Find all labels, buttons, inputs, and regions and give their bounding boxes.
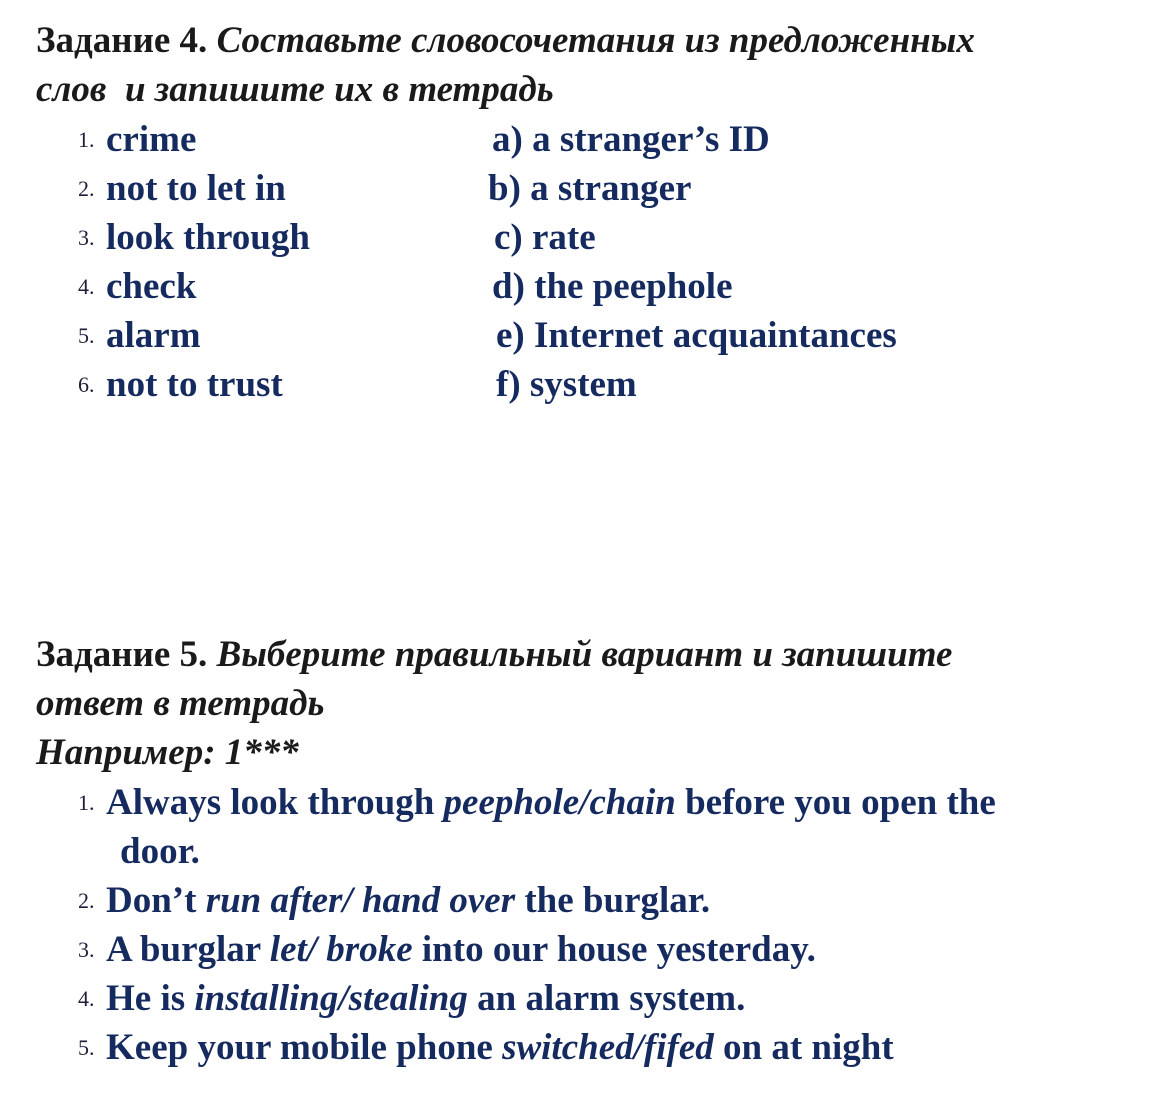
left-word: check [106, 266, 197, 307]
task4-instruction-line1: Составьте словосочетания из предложенных [216, 20, 975, 61]
sentence-text: Always look through [106, 782, 444, 823]
match-row [0, 360, 1168, 409]
item-number: 2. [78, 888, 95, 913]
item-number: 3. [78, 937, 95, 962]
sentence-options: installing/stealing [194, 978, 468, 1019]
item-number: 2. [78, 176, 95, 201]
match-row [0, 164, 1168, 213]
sentence-options: peephole/chain [443, 782, 676, 823]
sentence-options: run after/ hand over [205, 880, 516, 921]
left-word: look through [106, 217, 310, 258]
item-number: 3. [78, 225, 95, 250]
left-word: crime [106, 119, 197, 160]
sentence-text: Don’t [106, 880, 206, 921]
item-number: 1. [78, 127, 95, 152]
sentence-text: on at night [713, 1027, 894, 1068]
task4-instruction-line2: слов и запишите их в тетрадь [36, 69, 554, 110]
right-word: b) a stranger [488, 168, 692, 209]
item-number: 4. [78, 986, 95, 1011]
match-row [0, 262, 1168, 311]
task5-instruction-line1: Выберите правильный вариант и запишите [216, 634, 953, 675]
item-number: 6. [78, 372, 95, 397]
task4-label: Задание 4. [36, 20, 208, 61]
right-word: d) the peephole [492, 266, 733, 307]
task5-example: Например: 1*** [36, 732, 299, 773]
right-word: e) Internet acquaintances [496, 315, 897, 356]
task5-heading [36, 630, 1146, 728]
sentence-text: the burglar. [515, 880, 711, 921]
right-word: a) a stranger’s ID [492, 119, 770, 160]
sentence [106, 876, 1146, 925]
sentence [106, 1023, 1146, 1072]
right-word: c) rate [494, 217, 596, 258]
left-word: not to trust [106, 364, 283, 405]
sentence-options: let/ broke [269, 929, 413, 970]
item-number: 4. [78, 274, 95, 299]
task4-heading [36, 16, 1146, 114]
left-word: alarm [106, 315, 201, 356]
item-number: 1. [78, 790, 95, 815]
task5-instruction-line2: ответ в тетрадь [36, 683, 325, 724]
item-number: 5. [78, 1035, 95, 1060]
match-row [0, 115, 1168, 164]
sentence-text: an alarm system. [467, 978, 746, 1019]
sentence [106, 778, 1146, 876]
item-number: 5. [78, 323, 95, 348]
sentence [106, 925, 1146, 974]
sentence [106, 974, 1146, 1023]
sentence-options: switched/fifed [502, 1027, 714, 1068]
sentence-text: before you open the [675, 782, 996, 823]
match-row [0, 311, 1168, 360]
sentence-text: Keep your mobile phone [106, 1027, 503, 1068]
sentence-text: A burglar [106, 929, 270, 970]
match-row [0, 213, 1168, 262]
sentence-text: into our house yesterday. [412, 929, 816, 970]
sentence-text: He is [106, 978, 195, 1019]
right-word: f) system [496, 364, 637, 405]
sentence-continuation: door. [120, 831, 200, 872]
left-word: not to let in [106, 168, 286, 209]
task5-label: Задание 5. [36, 634, 208, 675]
